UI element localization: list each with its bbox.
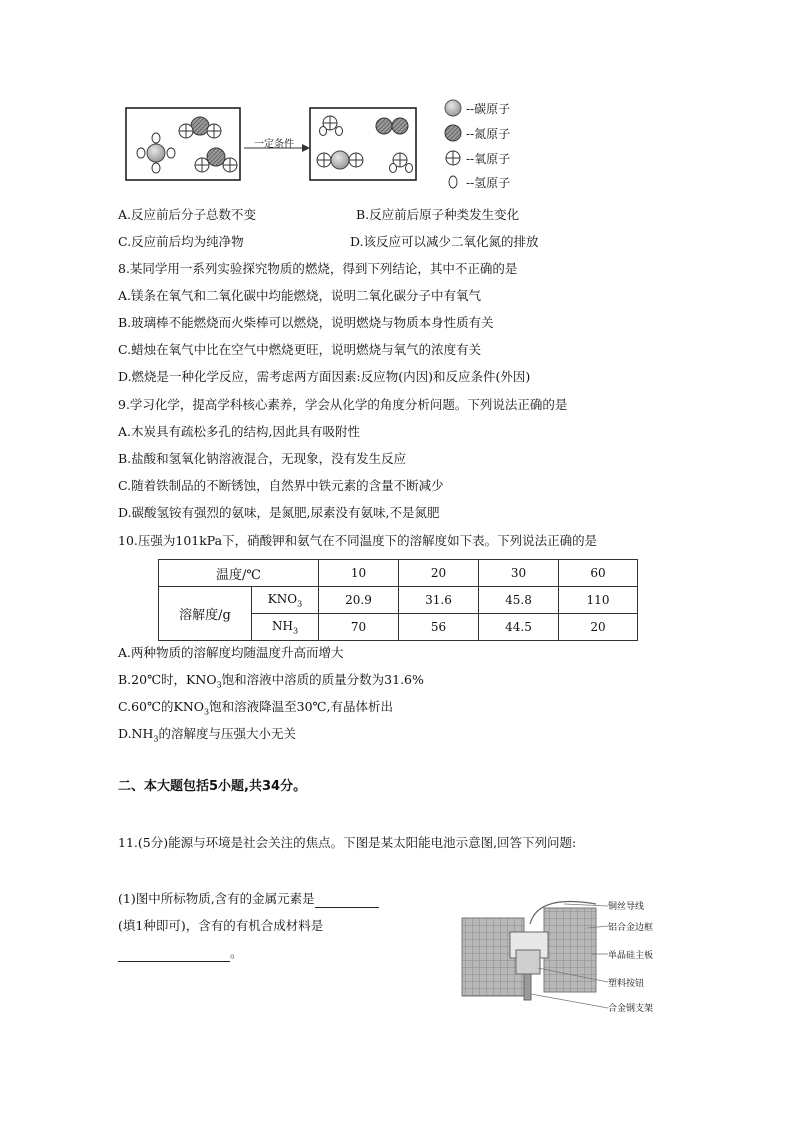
q7-option-c: C.反应前后均为纯净物 [118,234,244,249]
value-cell: 45.8 [479,587,559,614]
q9-option-d: D.碳酸氢铵有强烈的氨味，是氮肥,尿素没有氨味,不是氮肥 [118,505,440,520]
value-cell: 70 [319,614,399,641]
q10-option-b [118,671,424,695]
q8-stem: 8.某同学用一系列实验探究物质的燃烧，得到下列结论，其中不正确的是 [118,261,518,276]
arrow-condition-label: 一定条件 [254,139,294,150]
legend-carbon [444,99,510,117]
q8-option-d: D.燃烧是一种化学反应，需考虑两方面因素:反应物(内因)和反应条件(外因) [118,369,531,384]
answer-blank-1[interactable] [315,893,379,908]
q8-option-a: A.镁条在氧气和二氧化碳中均能燃烧，说明二氧化碳分子中有氧气 [118,288,482,303]
temp-cell: 60 [559,560,638,587]
table-row [159,587,638,614]
q11-stem: 11.(5分)能源与环境是社会关注的焦点。下图是某太阳能电池示意图,回答下列问题: [118,835,577,850]
q10-option-b-part1: B.20℃时，KNO [118,672,217,687]
substance-name: NH [271,618,293,633]
q10-option-d-subscript: 3 [153,734,159,744]
q11-part1-line3 [118,944,243,962]
value-cell: 20 [559,614,638,641]
hydrogen-atom-icon [444,173,462,191]
substance-subscript: 3 [297,599,303,609]
solubility-label-cell: 溶解度/g [159,587,252,641]
q9-stem: 9.学习化学，提高学科核心素养，学会从化学的角度分析问题。下列说法正确的是 [118,397,568,412]
q7-option-b: B.反应前后原子种类发生变化 [356,207,520,222]
q11-part1-line1 [118,890,379,908]
figure-label-silicon-board: 单晶硅主板 [608,951,654,961]
nitrogen-atom-icon [444,124,462,142]
figure-label-plastic-button: 塑料按钮 [608,979,645,989]
q10-option-d-part2: 的溶解度与压强大小无关 [158,726,296,741]
q10-option-b-subscript: 3 [216,680,222,690]
q9-option-a: A.木炭具有疏松多孔的结构,因此具有吸附性 [118,424,360,439]
q11-part1-text-c: 。 [230,945,243,960]
q10-option-a: A.两种物质的溶解度均随温度升高而增大 [118,645,344,660]
q10-option-c-subscript: 3 [204,707,210,717]
carbon-atom-icon [444,99,462,117]
table-header-row [159,560,638,587]
legend-oxygen-label: --氧原子 [466,151,511,166]
q8-option-b: B.玻璃棒不能燃烧而火柴棒可以燃烧，说明燃烧与物质本身性质有关 [118,315,494,330]
solubility-table [158,559,638,641]
value-cell: 31.6 [399,587,479,614]
substance-subscript: 3 [292,626,299,636]
q8-option-c: C.蜡烛在氧气中比在空气中燃烧更旺，说明燃烧与氧气的浓度有关 [118,342,482,357]
q10-option-c-part2: 饱和溶液降温至30℃,有晶体析出 [209,699,393,714]
carbon-dioxide-molecule [317,151,363,169]
legend-hydrogen-label: --氢原子 [466,175,511,190]
temp-cell: 20 [399,560,479,587]
value-cell: 20.9 [319,587,399,614]
q10-stem: 10.压强为101kPa下，硝酸钾和氨气在不同温度下的溶解度如下表。下列说法正确的是 [118,533,598,548]
oxygen-atom-icon [444,149,462,167]
value-cell: 44.5 [479,614,559,641]
temp-cell: 10 [319,560,399,587]
q7-option-a: A.反应前后分子总数不变 [118,207,257,222]
legend-carbon-label: --碳原子 [466,101,511,116]
substance-cell [252,614,319,641]
figure-label-copper-wire: 铜丝导线 [608,902,645,912]
legend-nitrogen [444,124,510,142]
q10-option-c [118,698,393,722]
substance-name: KNO [267,591,298,606]
q7-option-d: D.该反应可以减少二氧化氮的排放 [350,234,539,249]
q11-part1-text-a: (1)图中所标物质,含有的金属元素是 [118,891,315,906]
q10-option-c-part1: C.60℃的KNO [118,699,205,714]
value-cell: 56 [399,614,479,641]
substance-cell [252,587,319,614]
section-2-title: 二、本大题包括5小题,共34分。 [118,779,307,794]
reactants-box [126,108,240,180]
answer-blank-2[interactable] [118,947,230,962]
q10-option-d-part1: D.NH [118,726,154,741]
q10-option-b-part2: 饱和溶液中溶质的质量分数为31.6% [221,672,424,687]
figure-label-steel-bracket: 合金钢支架 [608,1004,654,1014]
legend-hydrogen [444,173,510,191]
q9-option-b: B.盐酸和氢氧化钠溶液混合，无现象，没有发生反应 [118,451,407,466]
q11-part1-line2: (填1种即可)，含有的有机合成材料是 [118,918,324,933]
solar-cell-figure [458,890,676,1014]
figure-label-aluminum-frame: 铝合金边框 [608,923,654,933]
legend-nitrogen-label: --氮原子 [466,126,511,141]
value-cell: 110 [559,587,638,614]
temp-header-cell: 温度/℃ [159,560,319,587]
q9-option-c: C.随着铁制品的不断锈蚀，自然界中铁元素的含量不断减少 [118,478,444,493]
legend-oxygen [444,149,510,167]
q10-option-d [118,725,296,749]
temp-cell: 30 [479,560,559,587]
